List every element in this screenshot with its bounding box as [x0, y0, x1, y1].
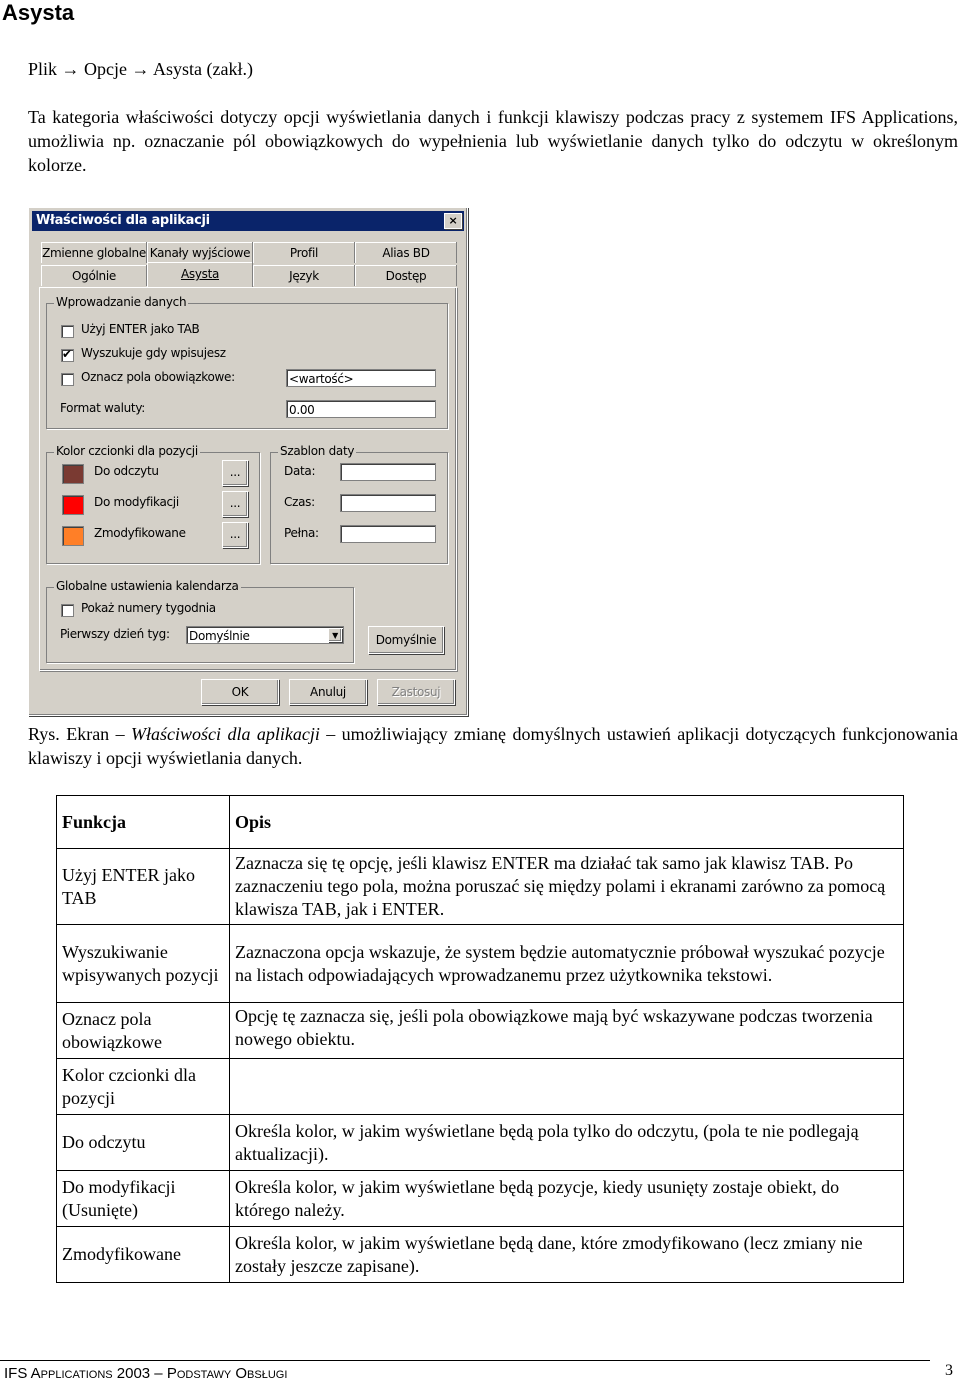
- table-row: [57, 1227, 904, 1283]
- mark-mandatory-checkbox[interactable]: [61, 373, 74, 386]
- table-cell-function: Użyj ENTER jako TAB: [57, 849, 230, 925]
- modified-color-swatch[interactable]: [62, 526, 84, 546]
- time-field[interactable]: [340, 494, 436, 512]
- table-row: [57, 1171, 904, 1227]
- function-table: [56, 795, 904, 1283]
- caption-suffix: – umożliwiający zmianę domyślnych ustawień aplikacji dotyczących funkcjonowania klawiszy i opcji wyświetlania danych.: [28, 724, 958, 768]
- chevron-down-icon[interactable]: ▼: [328, 628, 342, 642]
- table-row: [57, 849, 904, 925]
- footer-text: IFS Applications 2003 – Podstawy Obsługi: [4, 1365, 288, 1382]
- currency-format-field[interactable]: 0.00: [286, 400, 436, 418]
- tab-language[interactable]: Język: [253, 265, 354, 286]
- table-cell-description: Określa kolor, w jakim wyświetlane będą dane, które zmodyfikowano (lecz zmiany nie zostały jeszcze zapisane).: [230, 1227, 904, 1283]
- first-day-label: Pierwszy dzień tyg:: [60, 627, 170, 641]
- full-field[interactable]: [340, 525, 436, 543]
- modify-color-swatch[interactable]: [62, 495, 84, 515]
- tab-profile[interactable]: Profil: [253, 242, 354, 263]
- tab-panel: [39, 287, 457, 671]
- table-cell-description: Opcję tę zaznacza się, jeśli pola obowiązkowe mają być wskazywane podczas tworzenia nowego obiektu.: [230, 1003, 904, 1059]
- first-day-value: Domyślnie: [189, 629, 250, 643]
- table-cell-function: Do odczytu: [57, 1115, 230, 1171]
- readonly-color-label: Do odczytu: [94, 464, 159, 478]
- close-button[interactable]: ×: [444, 213, 462, 229]
- dialog-title: Właściwości dla aplikacji: [36, 213, 210, 228]
- table-cell-function: Do modyfikacji (Usunięte): [57, 1171, 230, 1227]
- table-cell-function: Kolor czcionki dla pozycji: [57, 1059, 230, 1115]
- enter-as-tab-label: Użyj ENTER jako TAB: [81, 322, 200, 336]
- modify-color-label: Do modyfikacji: [94, 495, 179, 509]
- table-header-description: Opis: [230, 796, 904, 849]
- table-cell-function: Wyszukiwanie wpisywanych pozycji: [57, 925, 230, 1003]
- tab-assist[interactable]: Asysta: [147, 262, 252, 288]
- table-cell-description: Określa kolor, w jakim wyświetlane będą pozycje, kiedy usunięty zostaje obiekt, do którego należy.: [230, 1171, 904, 1227]
- tab-general[interactable]: Ogólnie: [41, 265, 146, 286]
- ok-button[interactable]: OK: [201, 679, 279, 705]
- caption-title: Właściwości dla aplikacji: [131, 724, 320, 744]
- table-cell-description: [230, 1059, 904, 1115]
- table-cell-description: Zaznaczona opcja wskazuje, że system będzie automatycznie próbował wyszukać pozycje na listach odpowiadających wprowadzanemu przez użytkownika tekstowi.: [230, 925, 904, 1003]
- group-data-input-label: Wprowadzanie danych: [56, 295, 187, 309]
- default-button[interactable]: Domyślnie: [368, 626, 444, 654]
- mandatory-value-field[interactable]: <wartość>: [286, 369, 436, 387]
- caption-prefix: Rys. Ekran –: [28, 724, 132, 744]
- tab-output-channels[interactable]: Kanały wyjściowe: [147, 242, 252, 263]
- tab-db-alias[interactable]: Alias BD: [355, 242, 456, 263]
- time-label: Czas:: [284, 495, 315, 509]
- group-font-color-label: Kolor czcionki dla pozycji: [56, 444, 198, 458]
- date-field[interactable]: [340, 463, 436, 481]
- search-while-typing-label: Wyszukuje gdy wpisujesz: [81, 346, 226, 360]
- week-numbers-checkbox[interactable]: [61, 604, 74, 617]
- properties-dialog: [28, 207, 468, 716]
- apply-button[interactable]: Zastosuj: [377, 679, 455, 705]
- checkmark-icon: ✔: [62, 347, 72, 361]
- mark-mandatory-label: Oznacz pola obowiązkowe:: [81, 370, 235, 384]
- group-calendar: [46, 587, 354, 663]
- table-row: [57, 1115, 904, 1171]
- modified-color-button[interactable]: ...: [222, 522, 248, 548]
- table-header-row: [57, 796, 904, 849]
- group-date-template-label: Szablon daty: [280, 444, 355, 458]
- dialog-titlebar: [32, 211, 464, 231]
- modify-color-button[interactable]: ...: [222, 491, 248, 517]
- group-calendar-label: Globalne ustawienia kalendarza: [56, 579, 239, 593]
- intro-paragraph: Ta kategoria właściwości dotyczy opcji wyświetlania danych i funkcji klawiszy podczas pracy z systemem IFS Applications, umożliwia np. oznaczanie pól obowiązkowych do wypełnienia lub wyświetlanie danych tylko do odczytu w określonym kolorze.: [28, 107, 958, 175]
- table-header-function: Funkcja: [57, 796, 230, 849]
- footer-divider: [0, 1360, 930, 1361]
- tab-global-variables[interactable]: Zmienne globalne: [41, 242, 146, 263]
- tab-access[interactable]: Dostęp: [355, 265, 456, 286]
- table-cell-description: Określa kolor, w jakim wyświetlane będą pola tylko do odczytu, (pola te nie podlegają aktualizacji).: [230, 1115, 904, 1171]
- table-row: [57, 1003, 904, 1059]
- table-row: [57, 925, 904, 1003]
- menu-path: Plik → Opcje → Asysta (zakł.): [28, 59, 253, 79]
- cancel-button[interactable]: Anuluj: [289, 679, 367, 705]
- readonly-color-button[interactable]: ...: [222, 460, 248, 486]
- readonly-color-swatch[interactable]: [62, 464, 84, 484]
- table-cell-function: Oznacz pola obowiązkowe: [57, 1003, 230, 1059]
- table-cell-function: Zmodyfikowane: [57, 1227, 230, 1283]
- search-while-typing-checkbox[interactable]: [61, 349, 74, 362]
- full-label: Pełna:: [284, 526, 319, 540]
- figure-caption: [28, 722, 958, 770]
- currency-format-label: Format waluty:: [60, 401, 145, 415]
- date-label: Data:: [284, 464, 316, 478]
- page-heading: Asysta: [2, 0, 75, 25]
- modified-color-label: Zmodyfikowane: [94, 526, 186, 540]
- enter-as-tab-checkbox[interactable]: [61, 325, 74, 338]
- table-cell-description: Zaznacza się tę opcję, jeśli klawisz ENTER ma działać tak samo jak klawisz TAB. Po zaznaczeniu tego pola, można poruszać się między polami i ekranami zarówno za pomocą klawisza TAB, jak i ENTER.: [230, 849, 904, 925]
- table-row: [57, 1059, 904, 1115]
- week-numbers-label: Pokaż numery tygodnia: [81, 601, 216, 615]
- first-day-select[interactable]: [186, 626, 344, 644]
- page-number: 3: [945, 1362, 953, 1379]
